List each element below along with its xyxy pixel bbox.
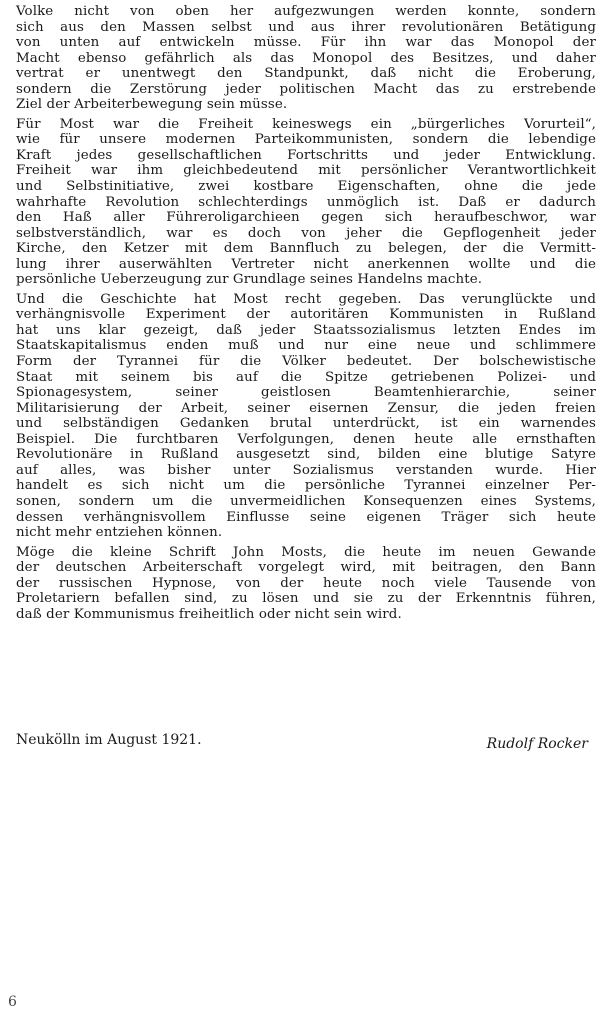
document-page <box>16 4 596 626</box>
text-line: Für Most war die Freiheit keineswegs ein „bürgerliches Vorurteil“, <box>16 116 596 132</box>
text-line: selbstverständlich, war es doch von jeher die Gepflogenheit jeder <box>16 225 596 241</box>
text-line: Macht ebenso gefährlich als das Monopol des Besitzes, und daher <box>16 50 596 66</box>
text-line: vertrat er unentwegt den Standpunkt, daß nicht die Eroberung, <box>16 66 596 82</box>
text-line: Staatskapitalismus enden muß und nur eine neue und schlimmere <box>16 338 596 354</box>
text-line: den Haß aller Führeroligarchieen gegen sich heraufbeschwor, war <box>16 210 596 226</box>
text-line: Spionagesystem, seiner geistlosen Beamtenhierarchie, seiner <box>16 385 596 401</box>
paragraph-1 <box>16 4 596 113</box>
text-line: lung ihrer auserwählten Vertreter nicht anerkennen wollte und die <box>16 256 596 272</box>
closing-row <box>16 732 596 752</box>
place-date: Neukölln im August 1921. <box>16 732 202 748</box>
text-line: Form der Tyrannei für die Völker bedeutet. Der bolschewistische <box>16 354 596 370</box>
text-line: hat uns klar gezeigt, daß jeder Staatssozialismus letzten Endes im <box>16 322 596 338</box>
text-line: Kraft jedes gesellschaftlichen Fortschritts und jeder Entwicklung. <box>16 147 596 163</box>
text-line: Freiheit war ihm gleichbedeutend mit persönlicher Verantwortlichkeit <box>16 163 596 179</box>
text-line: Proletariern befallen sind, zu lösen und sie zu der Erkenntnis führen, <box>16 591 596 607</box>
text-line: dessen verhängnisvollem Einflusse seine eigenen Träger sich heute <box>16 509 596 525</box>
text-line: wahrhafte Revolution schlechterdings unmöglich ist. Daß er dadurch <box>16 194 596 210</box>
text-line: sich aus den Massen selbst und aus ihrer revolutionären Betätigung <box>16 19 596 35</box>
paragraph-3 <box>16 292 596 541</box>
text-line: wie für unsere modernen Parteikommunisten, sondern die lebendige <box>16 132 596 148</box>
text-line: Möge die kleine Schrift John Mosts, die heute im neuen Gewande <box>16 544 596 560</box>
text-line: daß der Kommunismus freiheitlich oder nicht sein wird. <box>16 606 402 622</box>
text-line: auf alles, was bisher unter Sozialismus verstanden wurde. Hier <box>16 462 596 478</box>
text-line: Beispiel. Die furchtbaren Verfolgungen, denen heute alle ernsthaften <box>16 431 596 447</box>
text-line: verhängnisvolle Experiment der autoritären Kommunisten in Rußland <box>16 307 596 323</box>
text-line: sonen, sondern um die unvermeidlichen Konsequenzen eines Systems, <box>16 493 596 509</box>
page-number: 6 <box>8 994 17 1010</box>
text-line: handelt es sich nicht um die persönliche Tyrannei einzelner Per- <box>16 478 596 494</box>
text-line: Ziel der Arbeiterbewegung sein müsse. <box>16 97 288 113</box>
text-line: der russischen Hypnose, von der heute noch viele Tausende von <box>16 575 596 591</box>
paragraph-2 <box>16 117 596 288</box>
text-line: Staat mit seinem bis auf die Spitze getriebenen Polizei- und <box>16 369 596 385</box>
text-line: persönliche Ueberzeugung zur Grundlage seines Handelns machte. <box>16 272 483 288</box>
text-line: und selbständigen Gedanken brutal unterdrückt, ist ein warnendes <box>16 416 596 432</box>
text-line: nicht mehr entziehen können. <box>16 525 223 541</box>
text-line: und Selbstinitiative, zwei kostbare Eigenschaften, ohne die jede <box>16 179 596 195</box>
text-line: Revolutionäre in Rußland ausgesetzt sind, bilden eine blutige Satyre <box>16 447 596 463</box>
author-signature: Rudolf Rocker <box>486 736 588 752</box>
text-line: von unten auf entwickeln müsse. Für ihn war das Monopol der <box>16 35 596 51</box>
text-line: Volke nicht von oben her aufgezwungen werden konnte, sondern <box>16 4 596 19</box>
text-line: sondern die Zerstörung jeder politischen Macht das zu erstrebende <box>16 81 596 97</box>
text-line: Militarisierung der Arbeit, seiner eisernen Zensur, die jeden freien <box>16 400 596 416</box>
text-line: der deutschen Arbeiterschaft vorgelegt wird, mit beitragen, den Bann <box>16 560 596 576</box>
text-line: Kirche, den Ketzer mit dem Bannfluch zu belegen, der die Vermitt- <box>16 241 596 257</box>
paragraph-4 <box>16 545 596 623</box>
text-line: Und die Geschichte hat Most recht gegeben. Das verunglückte und <box>16 291 596 307</box>
